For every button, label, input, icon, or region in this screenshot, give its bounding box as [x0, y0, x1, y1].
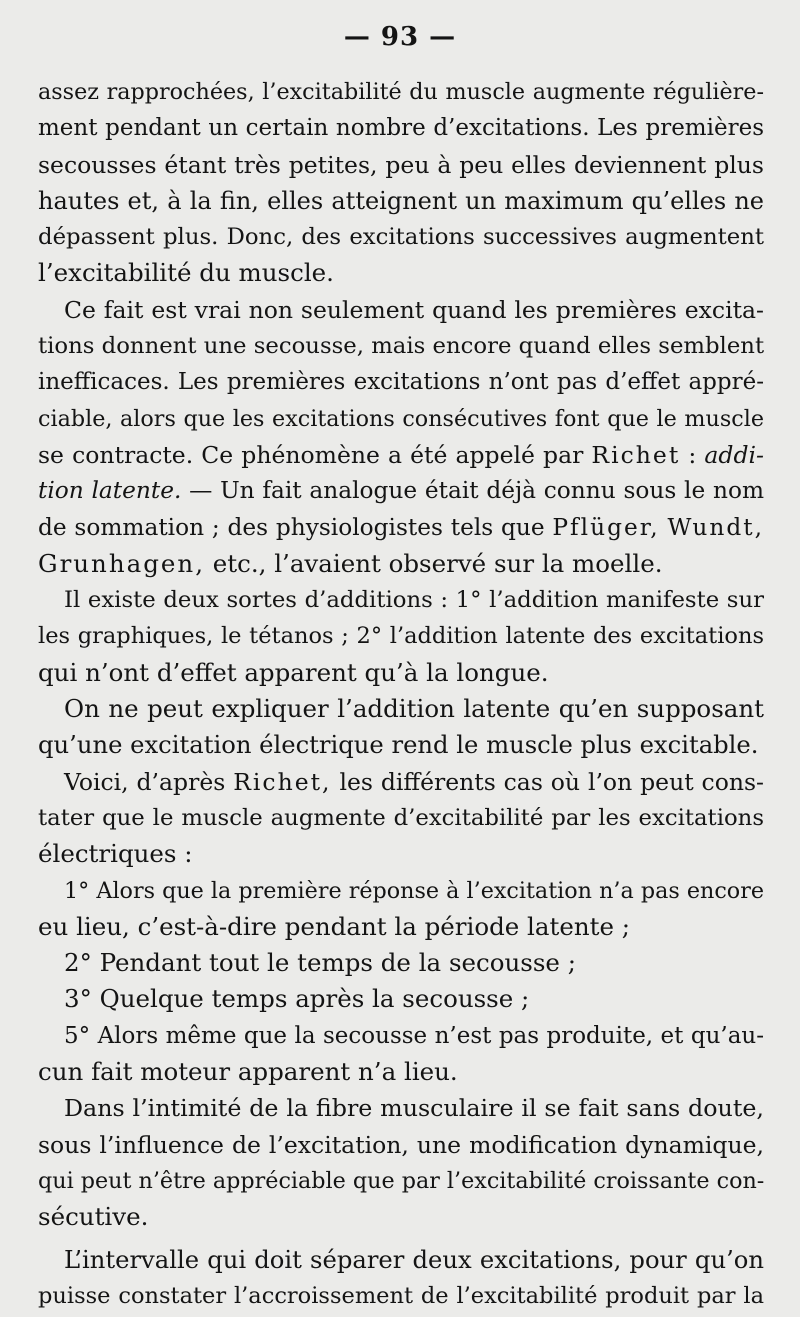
text-line: ciable, alors que les excitations consécutives font que le muscle	[38, 405, 764, 432]
text-line: hautes et, à la fin, elles atteignent un maximum qu’elles ne	[38, 186, 764, 215]
text-line	[38, 546, 764, 582]
text-line: 1° Alors que la première réponse à l’excitation n’a pas encore	[64, 877, 764, 904]
text-line: Dans l’intimité de la fibre musculaire il se fait sans doute,	[64, 1094, 764, 1123]
text-line: Ce fait est vrai non seulement quand les premières excita-	[64, 295, 764, 324]
author-name: Pflüger,	[552, 513, 660, 541]
text-line	[38, 473, 764, 509]
text-line: 5° Alors même que la secousse n’est pas produite, et qu’au-	[64, 1022, 764, 1049]
text-line: Il existe deux sortes d’additions : 1° l’addition manifeste sur	[64, 587, 764, 614]
author-name: Wundt,	[667, 513, 764, 541]
body-text	[38, 74, 764, 1314]
text-line: puisse constater l’accroissement de l’excitabilité produit par la	[38, 1282, 764, 1309]
text-line: dépassent plus. Donc, des excitations successives augmentent	[38, 224, 764, 251]
list-item	[38, 945, 764, 981]
text-line: inefficaces. Les premières excitations n’ont pas d’effet appré-	[38, 369, 764, 396]
author-name: Richet	[591, 440, 681, 469]
list-item	[38, 981, 764, 1017]
paragraph	[38, 1242, 764, 1315]
text-line: On ne peut expliquer l’addition latente qu’en supposant	[64, 694, 764, 724]
paragraph	[38, 1090, 764, 1235]
text-line: secousses étant très petites, peu à peu elles deviennent plus	[38, 150, 764, 179]
author-name: Grunhagen,	[38, 548, 205, 578]
text-line: L’intervalle qui doit séparer deux excitations, pour qu’on	[64, 1244, 764, 1274]
text-line: sécutive.	[38, 1202, 149, 1232]
text-segment: — Un fait analogue était déjà connu sous le nom	[181, 477, 764, 505]
text-line: 2° Pendant tout le temps de la secousse ;	[64, 948, 576, 978]
text-line: tions donnent une secousse, mais encore quand elles semblent	[38, 333, 765, 360]
text-line: 3° Quelque temps après la secousse ;	[64, 984, 530, 1014]
text-segment: les différents cas où l’on peut cons-	[339, 767, 764, 796]
text-line: les graphiques, le tétanos ; 2° l’addition latente des excitations	[38, 623, 764, 650]
text-line	[38, 437, 764, 473]
text-segment: etc., l’avaient observé sur la moelle.	[204, 548, 663, 578]
text-segment: de sommation ; des physiologistes tels que	[38, 513, 545, 541]
paragraph	[38, 691, 764, 764]
text-line: qui peut n’être appréciable que par l’excitabilité croissante con-	[38, 1167, 765, 1194]
paragraph	[38, 74, 764, 292]
page-number: — 93 —	[343, 22, 457, 52]
text-line: tater que le muscle augmente d’excitabilité par les excitations	[38, 804, 764, 831]
italic-term: tion latente.	[38, 477, 182, 505]
text-line: qu’une excitation électrique rend le muscle plus excitable.	[38, 730, 759, 760]
text-line: assez rapprochées, l’excitabilité du muscle augmente régulière-	[38, 79, 764, 105]
text-line: l’excitabilité du muscle.	[38, 258, 334, 288]
list-item	[38, 1018, 764, 1091]
text-line: eu lieu, c’est-à-dire pendant la période latente ;	[38, 911, 630, 941]
text-line: sous l’influence de l’excitation, une modification dynamique,	[38, 1130, 764, 1159]
text-segment: Voici, d’après	[64, 767, 226, 796]
text-line: électriques :	[38, 839, 193, 869]
text-segment: se contracte. Ce phénomène a été appelé par	[38, 440, 584, 469]
paragraph	[38, 764, 764, 873]
italic-term: addi-	[704, 440, 764, 469]
author-name: Richet,	[233, 767, 332, 796]
text-line: cun fait moteur apparent n’a lieu.	[38, 1057, 458, 1087]
paragraph	[38, 582, 764, 691]
text-line	[38, 764, 764, 800]
paragraph	[38, 292, 764, 582]
text-segment: :	[680, 440, 705, 469]
text-line	[38, 510, 764, 546]
text-line: qui n’ont d’effet apparent qu’à la longue.	[38, 657, 549, 687]
text-line: ment pendant un certain nombre d’excitations. Les premières	[38, 115, 764, 142]
list-item	[38, 873, 764, 946]
